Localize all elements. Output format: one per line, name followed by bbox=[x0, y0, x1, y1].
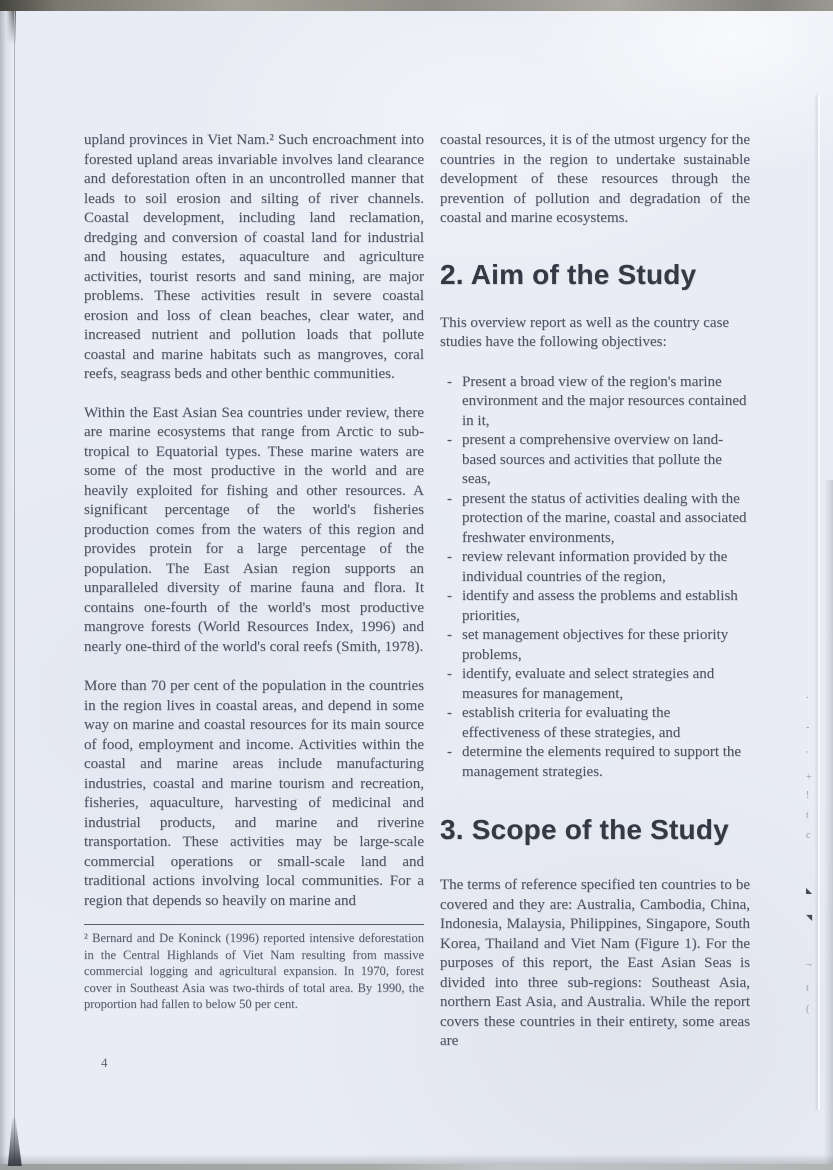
paragraph-utmost-urgency: coastal resources, it is of the utmost urgency for the countries in the region to undertake sustainable development of these resources through the prevention of pollution and degradation of the coastal and marine ecosystems. bbox=[440, 132, 750, 226]
paragraph-upland-encroachment: upland provinces in Viet Nam.² Such encroachment into forested upland areas invariable involves land clearance and deforestation often in an uncontrolled manner that leads to soil erosion and silting of river channels. Coastal development, including land reclamation, dredging and conversion of coastal land for industrial and housing estates, aquaculture and agriculture activities, tourist resorts and sand mining, are major problems. These activities result in severe coastal erosion and loss of clean beaches, clear water, and increased nutrient and pollution loads that pollute coastal and marine habitats such as mangroves, coral reefs, seagrass beds and other benthic communities. bbox=[84, 132, 424, 382]
objective-text: determine the elements required to support the management strategies. bbox=[462, 744, 742, 780]
edge-mark: ! bbox=[806, 790, 810, 801]
section-heading-aim-of-study: 2. Aim of the Study bbox=[440, 258, 697, 290]
edge-mark: + bbox=[806, 772, 812, 783]
scan-top-edge bbox=[0, 0, 833, 11]
edge-mark: ¬ bbox=[806, 960, 812, 971]
edge-mark: ◣ bbox=[806, 886, 813, 895]
scan-right-edge-shade bbox=[824, 480, 833, 1164]
dash-marker: - bbox=[447, 705, 452, 722]
section-heading-scope-of-study: 3. Scope of the Study bbox=[440, 814, 729, 846]
edge-mark: ◥ bbox=[806, 913, 813, 922]
objective-text: present the status of activities dealing with the protection of the marine, coastal and associated freshwater environments, bbox=[462, 490, 747, 546]
objective-text: present a comprehensive overview on land-based sources and activities that pollute the seas, bbox=[462, 432, 724, 488]
page-number: 4 bbox=[101, 1055, 108, 1070]
dash-marker: - bbox=[447, 432, 452, 449]
objective-text: Present a broad view of the region's marine environment and the major resources contained in it, bbox=[462, 373, 747, 429]
dash-marker: - bbox=[447, 744, 452, 761]
scan-bottom-shadow bbox=[0, 1154, 833, 1164]
edge-mark: ' bbox=[806, 750, 808, 761]
dash-marker: - bbox=[447, 666, 452, 683]
edge-mark: t bbox=[806, 983, 809, 994]
objective-text: identify, evaluate and select strategies and measures for management, bbox=[462, 666, 715, 702]
edge-mark: c bbox=[806, 830, 811, 841]
objective-item bbox=[440, 626, 750, 665]
footnote-text: ² Bernard and De Koninck (1996) reported intensive deforestation in the Central Highlands of Viet Nam resulting from massive commercial logging and agricultural expansion. In 1970, forest cover in Southeast Asia was two-thirds of total area. By 1990, the proportion had fallen to below 50 per cent. bbox=[84, 931, 424, 1011]
objective-item bbox=[440, 587, 750, 626]
dash-marker: - bbox=[447, 490, 452, 507]
objective-item bbox=[440, 431, 750, 490]
dash-marker: - bbox=[447, 588, 452, 605]
objective-item bbox=[440, 548, 750, 587]
paragraph-objectives-lead: This overview report as well as the country case studies have the following objectives: bbox=[440, 314, 730, 351]
objective-item bbox=[440, 490, 750, 549]
edge-mark: t bbox=[806, 810, 809, 821]
objective-text: review relevant information provided by the individual countries of the region, bbox=[462, 549, 728, 585]
objective-item bbox=[440, 743, 750, 782]
objective-text: set management objectives for these priority problems, bbox=[462, 627, 729, 663]
edge-mark: . bbox=[806, 690, 809, 701]
paragraph-terms-of-reference: The terms of reference specified ten countries to be covered and they are: Australia, Cambodia, China, Indonesia, Malaysia, Philippines, Singapore, South Korea, Thailand and Viet Nam (Figure 1). For the purposes of this report, the East Asian Seas is divided into three sub-regions: Southeast Asia, northern East Asia, and Australia. While the report covers these countries in their entirety, some areas are bbox=[440, 877, 750, 1050]
objectives-list bbox=[440, 373, 750, 783]
paragraph-marine-ecosystems: Within the East Asian Sea countries under review, there are marine ecosystems that range from Arctic to sub-tropical to Equatorial types. These marine waters are some of the most productive in the world and are heavily exploited for fishing and other resources. A significant percentage of the world's fisheries production comes from the waters of this region and provides protein for a large percentage of the population. The East Asian region supports an unparalleled diversity of marine fauna and flora. It contains one-fourth of the world's most productive mangrove forests (World Resources Index, 1996) and nearly one-third of the world's coral reefs (Smith, 1978). bbox=[84, 404, 424, 655]
edge-mark: ( bbox=[806, 1004, 810, 1015]
objective-text: establish criteria for evaluating the effectiveness of these strategies, and bbox=[462, 705, 681, 741]
scan-left-edge bbox=[0, 11, 15, 1164]
edge-mark: - bbox=[806, 722, 810, 733]
page-right-edge-line bbox=[818, 95, 820, 1110]
objective-item bbox=[440, 665, 750, 704]
dash-marker: - bbox=[447, 627, 452, 644]
right-column bbox=[440, 131, 750, 1052]
footnote-block bbox=[84, 924, 424, 1013]
objective-item bbox=[440, 373, 750, 432]
objective-text: identify and assess the problems and establish priorities, bbox=[462, 588, 738, 624]
dash-marker: - bbox=[447, 373, 452, 390]
scan-bottom-edge bbox=[0, 1164, 833, 1170]
paragraph-coastal-population: More than 70 per cent of the population in the countries in the region lives in coastal areas, and depend in some way on marine and coastal resources for its main source of food, employment and income. Activities within the coastal and marine areas include manufacturing industries, coastal and marine tourism and recreation, fisheries, aquaculture, harvesting of medicinal and industrial products, and marine and riverine transportation. These activities may be large-scale commercial operations or small-scale land and traditional actions involving local communities. For a region that depends so heavily on marine and bbox=[84, 678, 424, 909]
left-column bbox=[84, 131, 424, 1013]
objective-item bbox=[440, 704, 750, 743]
dash-marker: - bbox=[447, 549, 452, 566]
